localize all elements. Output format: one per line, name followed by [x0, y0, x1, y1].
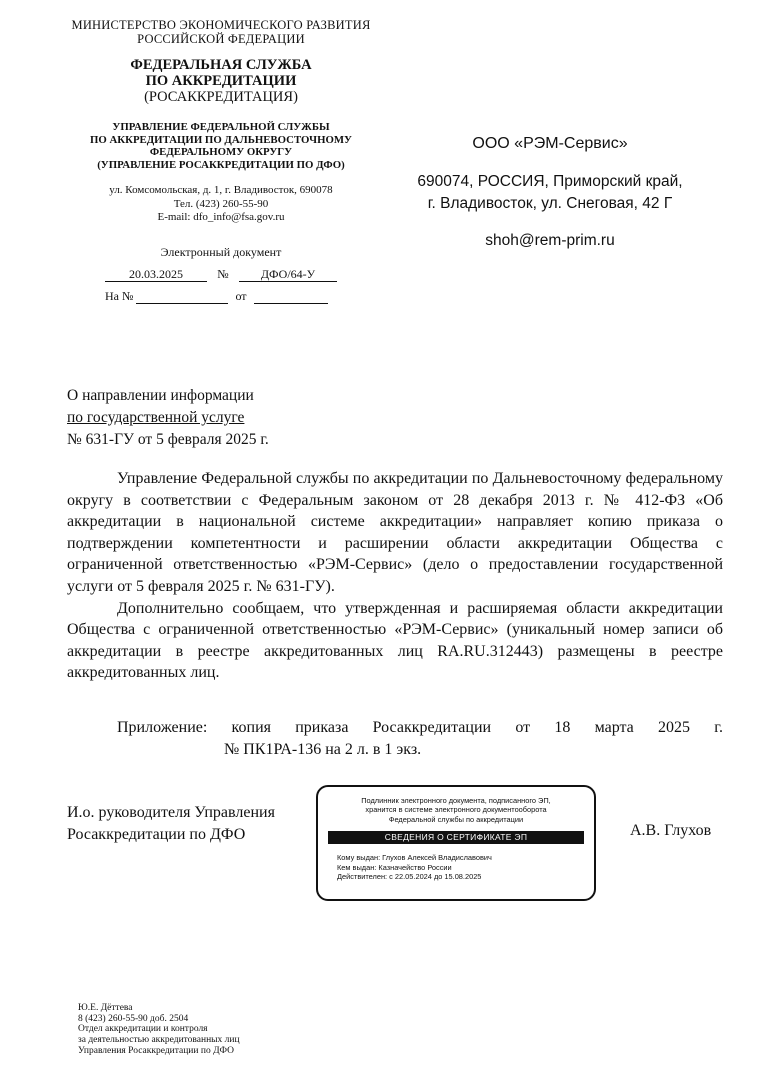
sender-phone: Тел. (423) 260-55-90: [173, 197, 269, 210]
sender-address: ул. Комсомольская, д. 1, г. Владивосток, 690078: [109, 184, 333, 196]
signer-name: А.В. Глухов: [630, 822, 712, 839]
electronic-document-label: Электронный документ: [160, 245, 282, 259]
department-name: УПРАВЛЕНИЕ ФЕДЕРАЛЬНОЙ СЛУЖБЫ ПО АККРЕДИТАЦИИ ПО ДАЛЬНЕВОСТОЧНОМУ ФЕДЕРАЛЬНОМУ ОКРУГУ (УПРАВЛЕНИЕ РОСАККРЕДИТАЦИИ ПО ДФО): [90, 121, 352, 171]
body-paragraph: Управление Федеральной службы по аккредитации по Дальневосточному федеральному округу в соответствии с Федеральным законом от 28 декабря 2013 г. № 412-ФЗ «Об аккредитации в национальной системе аккредитации» направляет копию приказа о подтверждении компетентности и расширении области аккредитации Общества с ограниченной ответственностью «РЭМ-Сервис» (дело о предоставлении государственной услуги от 5 февраля 2025 г. № 631-ГУ).: [67, 470, 723, 595]
cert-issued-by: Кем выдан: Казначейство России: [337, 862, 452, 872]
ref-number-blank: [136, 290, 228, 304]
recipient-name: ООО «РЭМ-Сервис»: [472, 135, 628, 152]
signer-position: И.о. руководителя Управления Росаккредитации по ДФО: [67, 804, 275, 843]
registration-line: 20.03.2025 № ДФО/64-У: [105, 267, 337, 282]
appendix: Приложение: копия приказа Росаккредитации от 18 марта 2025 г. № ПК1РА-136 на 2 л. в 1 экз.: [117, 719, 723, 758]
certificate-info-bar: СВЕДЕНИЯ О СЕРТИФИКАТЕ ЭП: [328, 831, 584, 844]
reg-number: ДФО/64-У: [239, 268, 337, 282]
electronic-signature-stamp: Подлинник электронного документа, подписанного ЭП, хранится в системе электронного документооборота Федеральной службы по аккредитации СВЕДЕНИЯ О СЕРТИФИКАТЕ ЭП Кому выдан: Глухов Алексей Владиславович Кем выдан: Казначейство России Действителен: с 22.05.2024 до 15.08.2025: [316, 785, 596, 901]
ministry-name: МИНИСТЕРСТВО ЭКОНОМИЧЕСКОГО РАЗВИТИЯ РОССИЙСКОЙ ФЕДЕРАЦИИ: [71, 18, 371, 46]
cert-validity: Действителен: с 22.05.2024 до 15.08.2025: [337, 872, 482, 882]
recipient-email: shoh@rem-prim.ru: [485, 232, 615, 249]
sender-email: E-mail: dfo_info@fsa.gov.ru: [157, 211, 285, 223]
ref-date-blank: [254, 290, 328, 304]
letter-body: [67, 468, 723, 684]
service-name: ФЕДЕРАЛЬНАЯ СЛУЖБА ПО АККРЕДИТАЦИИ (РОСАККРЕДИТАЦИЯ): [130, 57, 312, 105]
cert-issued-to: Кому выдан: Глухов Алексей Владиславович: [337, 853, 492, 863]
recipient-block: [400, 135, 700, 250]
reg-date: 20.03.2025: [105, 268, 207, 282]
executor-info: Ю.Е. Дёттева 8 (423) 260-55-90 доб. 2504 Отдел аккредитации и контроля за деятельностью аккредитованных лиц Управления Росаккредитации по ДФО: [78, 1003, 240, 1056]
recipient-address: 690074, РОССИЯ, Приморский край, г. Владивосток, ул. Снеговая, 42 Г: [417, 173, 683, 212]
body-paragraph: Дополнительно сообщаем, что утвержденная и расширяемая области аккредитации Общества с ограниченной ответственностью «РЭМ-Сервис» (уникальный номер записи об аккредитации в реестре аккредитованных лиц RA.RU.312443) размещены в реестре аккредитованных лиц.: [67, 599, 723, 682]
sender-contacts: [60, 184, 382, 225]
reference-line: На № от: [105, 289, 328, 304]
letter-subject: О направлении информации по государственной услуге № 631-ГУ от 5 февраля 2025 г.: [67, 387, 269, 448]
